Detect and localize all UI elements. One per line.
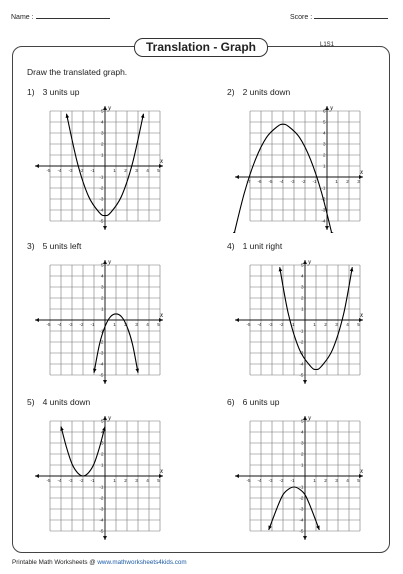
instructions: Draw the translated graph. [27, 67, 128, 77]
y-tick-label: 2 [300, 451, 304, 457]
y-axis-arrow-up [103, 106, 107, 110]
y-tick-label: -1 [299, 484, 304, 490]
x-tick-label: 1 [113, 478, 116, 483]
y-tick-label: 4 [322, 130, 326, 136]
score-label: Score : [290, 14, 313, 21]
x-tick-label: -2 [79, 478, 84, 483]
y-tick-label: 1 [100, 462, 104, 468]
y-tick-label: 1 [100, 152, 104, 158]
y-tick-label: 3 [300, 440, 304, 446]
y-tick-label: 3 [100, 284, 104, 290]
x-tick-label: -1 [90, 168, 95, 173]
y-tick-label: 5 [100, 262, 104, 268]
x-tick-label: -5 [268, 179, 273, 184]
y-tick-label: -3 [99, 506, 104, 512]
problem-number: 5) [27, 397, 35, 407]
curve-arrowhead [279, 267, 283, 271]
name-field [11, 14, 110, 21]
y-tick-label: -3 [321, 207, 326, 213]
y-tick-label: 3 [300, 284, 304, 290]
y-tick-label: 3 [100, 130, 104, 136]
problem-3-label [27, 241, 81, 251]
x-tick-label: 4 [346, 322, 349, 327]
x-tick-label: -3 [68, 478, 73, 483]
y-axis-name: y [330, 104, 334, 112]
graph-4 [233, 257, 367, 387]
score-field [290, 14, 388, 21]
problem-number: 2) [227, 87, 235, 97]
y-tick-label: 4 [100, 429, 104, 435]
y-tick-label: 2 [100, 141, 104, 147]
footer-link[interactable]: www.mathworksheets4kids.com [97, 559, 187, 566]
y-tick-label: 5 [300, 418, 304, 424]
x-axis-name: x [160, 157, 164, 165]
x-tick-label: 3 [335, 322, 338, 327]
y-tick-label: 4 [300, 273, 304, 279]
problem-text: 3 units up [42, 87, 80, 97]
curve-arrowhead [93, 369, 97, 373]
y-tick-label: -2 [299, 339, 304, 345]
y-axis-arrow-up [303, 260, 307, 264]
x-tick-label: -5 [46, 322, 51, 327]
y-tick-label: -4 [99, 517, 104, 523]
y-axis-arrow-down [303, 536, 307, 540]
x-tick-label: 1 [335, 179, 338, 184]
x-tick-label: -4 [279, 179, 284, 184]
problem-4-label [227, 241, 282, 251]
y-tick-label: 2 [300, 295, 304, 301]
x-tick-label: -4 [57, 478, 62, 483]
x-tick-label: 5 [357, 322, 360, 327]
x-tick-label: 1 [113, 322, 116, 327]
problem-text: 2 units down [242, 87, 291, 97]
curve-arrowhead [135, 369, 139, 373]
x-tick-label: -2 [79, 322, 84, 327]
x-tick-label: 5 [157, 322, 160, 327]
y-tick-label: -1 [99, 328, 104, 334]
y-tick-label: -1 [99, 484, 104, 490]
y-axis-arrow-down [303, 380, 307, 384]
y-tick-label: 6 [322, 108, 326, 114]
x-tick-label: 4 [146, 168, 149, 173]
x-tick-label: -5 [46, 478, 51, 483]
x-tick-label: 5 [357, 478, 360, 483]
x-tick-label: -2 [79, 168, 84, 173]
problem-text: 6 units up [242, 397, 280, 407]
y-axis-arrow-up [303, 416, 307, 420]
y-tick-label: -4 [99, 207, 104, 213]
y-axis-name: y [308, 414, 312, 422]
x-tick-label: -3 [268, 322, 273, 327]
y-axis-name: y [108, 258, 112, 266]
y-tick-label: -5 [299, 372, 304, 378]
y-tick-label: 1 [300, 306, 304, 312]
x-axis-arrow-left [35, 164, 39, 168]
name-label: Name : [11, 14, 34, 21]
graph-3 [33, 257, 167, 387]
x-tick-label: -5 [246, 322, 251, 327]
x-axis-arrow-left [35, 318, 39, 322]
x-tick-label: 3 [335, 478, 338, 483]
x-tick-label: 5 [157, 168, 160, 173]
x-axis-arrow-left [235, 474, 239, 478]
x-tick-label: -1 [290, 478, 295, 483]
x-tick-label: -2 [301, 179, 306, 184]
graph-2 [233, 103, 367, 233]
y-tick-label: -2 [99, 185, 104, 191]
y-tick-label: -5 [99, 218, 104, 224]
y-axis-arrow-down [103, 536, 107, 540]
x-tick-label: 3 [135, 168, 138, 173]
y-tick-label: 4 [100, 273, 104, 279]
x-tick-label: 1 [313, 322, 316, 327]
y-tick-label: -3 [99, 350, 104, 356]
y-tick-label: -3 [299, 350, 304, 356]
y-tick-label: 4 [300, 429, 304, 435]
graph-1 [33, 103, 167, 233]
x-axis-arrow-left [235, 318, 239, 322]
x-axis-name: x [160, 467, 164, 475]
problem-number: 4) [227, 241, 235, 251]
y-tick-label: 2 [100, 451, 104, 457]
x-tick-label: 1 [313, 478, 316, 483]
x-tick-label: -6 [257, 179, 262, 184]
y-tick-label: 1 [322, 163, 326, 169]
y-tick-label: -5 [299, 528, 304, 534]
x-tick-label: -5 [246, 478, 251, 483]
y-tick-label: -4 [321, 218, 326, 224]
y-tick-label: 5 [300, 262, 304, 268]
y-tick-label: 2 [322, 152, 326, 158]
name-line [36, 18, 110, 19]
footer [12, 559, 187, 566]
x-tick-label: 3 [135, 322, 138, 327]
problem-2-label [227, 87, 290, 97]
y-tick-label: -3 [99, 196, 104, 202]
x-tick-label: -1 [90, 322, 95, 327]
y-axis-arrow-up [325, 106, 329, 110]
problem-text: 4 units down [42, 397, 91, 407]
x-tick-label: -4 [57, 322, 62, 327]
y-tick-label: 5 [322, 119, 326, 125]
curve-arrowhead [268, 526, 271, 530]
worksheet-title: Translation - Graph [134, 38, 268, 57]
y-tick-label: -3 [299, 506, 304, 512]
graph-5 [33, 413, 167, 543]
x-axis-arrow-left [235, 175, 239, 179]
problem-text: 5 units left [42, 241, 82, 251]
y-tick-label: -1 [321, 185, 326, 191]
problem-number: 6) [227, 397, 235, 407]
x-axis-arrow-left [35, 474, 39, 478]
x-tick-label: 2 [124, 478, 127, 483]
x-tick-label: -4 [257, 322, 262, 327]
curve-arrowhead [350, 267, 354, 271]
y-tick-label: 3 [100, 440, 104, 446]
problem-number: 1) [27, 87, 35, 97]
x-tick-label: 3 [357, 179, 360, 184]
y-axis-name: y [108, 414, 112, 422]
y-tick-label: -2 [299, 495, 304, 501]
x-tick-label: -1 [312, 179, 317, 184]
x-tick-label: 4 [146, 322, 149, 327]
x-tick-label: -4 [57, 168, 62, 173]
x-tick-label: 4 [346, 478, 349, 483]
problem-text: 1 unit right [242, 241, 283, 251]
y-axis-name: y [108, 104, 112, 112]
graph-6 [233, 413, 367, 543]
y-tick-label: -5 [99, 372, 104, 378]
curve-arrowhead [316, 526, 319, 530]
x-tick-label: 4 [146, 478, 149, 483]
y-tick-label: -5 [99, 528, 104, 534]
x-tick-label: 2 [324, 322, 327, 327]
problem-6-label [227, 397, 279, 407]
problem-5-label [27, 397, 90, 407]
problem-number: 3) [27, 241, 35, 251]
y-tick-label: -1 [99, 174, 104, 180]
score-line [314, 18, 388, 19]
x-tick-label: -3 [268, 478, 273, 483]
x-axis-name: x [360, 467, 364, 475]
x-tick-label: -2 [279, 478, 284, 483]
x-axis-name: x [160, 311, 164, 319]
x-tick-label: -3 [290, 179, 295, 184]
y-axis-arrow-up [103, 416, 107, 420]
y-tick-label: -2 [99, 339, 104, 345]
x-tick-label: 3 [135, 478, 138, 483]
x-tick-label: -1 [290, 322, 295, 327]
x-tick-label: -2 [279, 322, 284, 327]
footer-prefix: Printable Math Worksheets @ [12, 559, 98, 566]
y-tick-label: -4 [299, 361, 304, 367]
y-axis-arrow-down [325, 226, 329, 230]
y-axis-name: y [308, 258, 312, 266]
y-tick-label: 1 [300, 462, 304, 468]
problem-1-label [27, 87, 79, 97]
y-tick-label: -4 [99, 361, 104, 367]
x-tick-label: -4 [257, 478, 262, 483]
y-tick-label: -4 [299, 517, 304, 523]
y-axis-arrow-down [103, 226, 107, 230]
y-tick-label: -1 [299, 328, 304, 334]
x-tick-label: -5 [46, 168, 51, 173]
x-axis-name: x [360, 311, 364, 319]
y-tick-label: 3 [322, 141, 326, 147]
y-tick-label: -2 [321, 196, 326, 202]
y-tick-label: 4 [100, 119, 104, 125]
y-tick-label: 5 [100, 108, 104, 114]
y-tick-label: 2 [100, 295, 104, 301]
x-tick-label: 5 [157, 478, 160, 483]
x-tick-label: -1 [90, 478, 95, 483]
worksheet-code: L1S1 [320, 42, 335, 48]
y-axis-arrow-up [103, 260, 107, 264]
y-tick-label: 5 [100, 418, 104, 424]
x-tick-label: 2 [346, 179, 349, 184]
y-tick-label: -2 [99, 495, 104, 501]
x-tick-label: -7 [246, 179, 251, 184]
y-axis-arrow-down [103, 380, 107, 384]
x-tick-label: 2 [324, 478, 327, 483]
x-tick-label: -3 [68, 168, 73, 173]
y-tick-label: 1 [100, 306, 104, 312]
x-tick-label: 1 [113, 168, 116, 173]
x-axis-name: x [360, 168, 364, 176]
x-tick-label: -3 [68, 322, 73, 327]
x-tick-label: 2 [124, 168, 127, 173]
x-tick-label: 2 [124, 322, 127, 327]
